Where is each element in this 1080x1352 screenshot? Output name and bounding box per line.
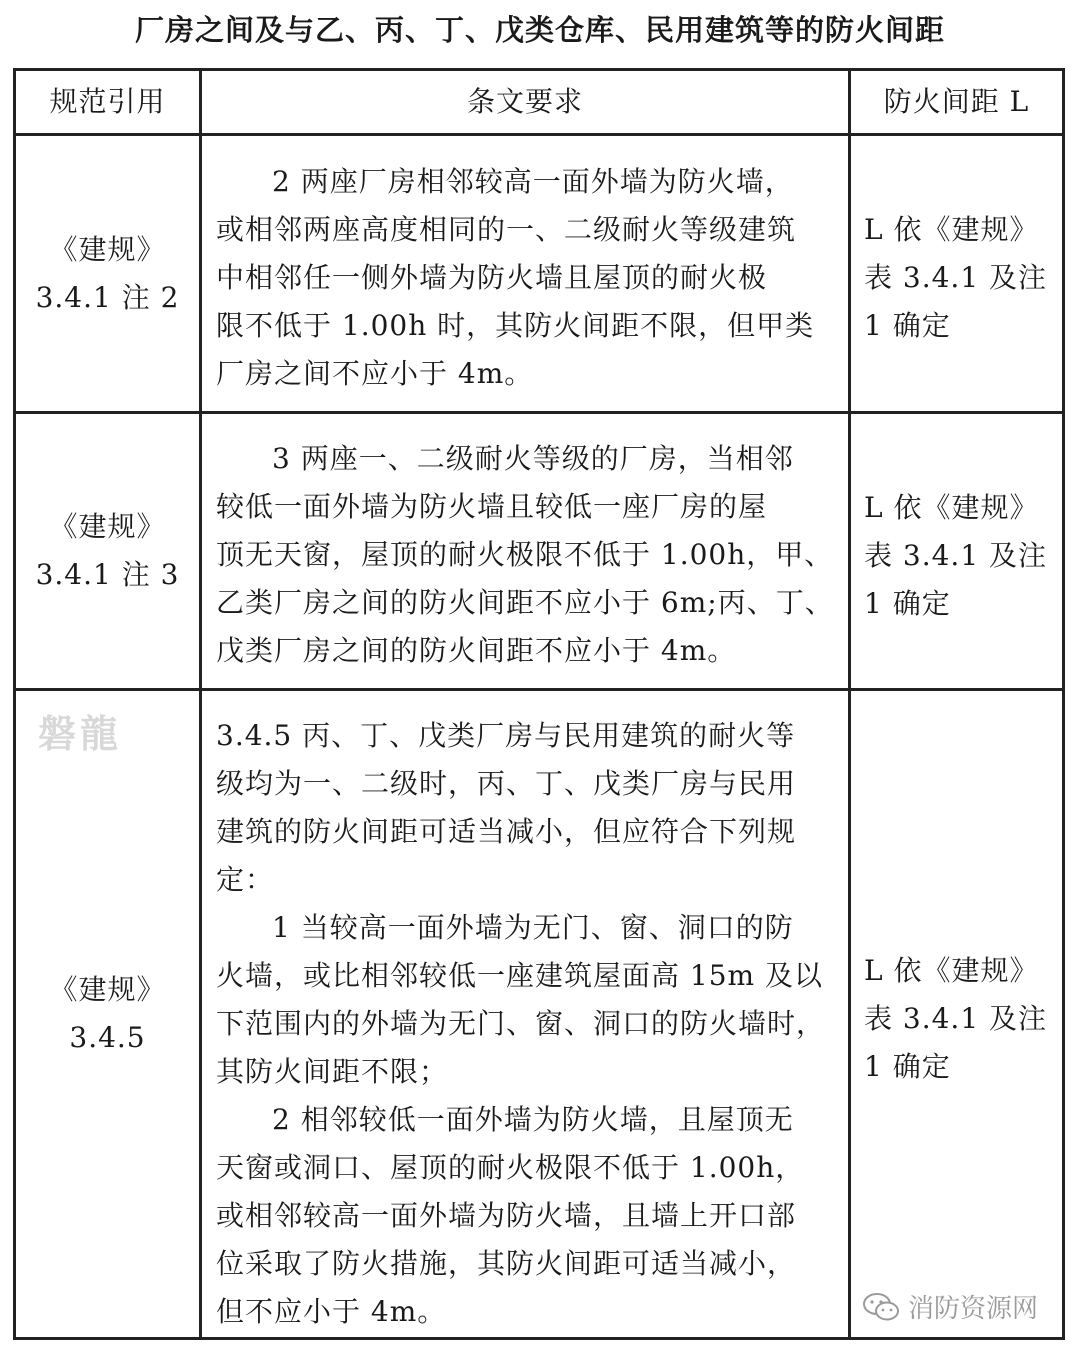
column-divider bbox=[199, 71, 202, 1337]
ref-line: 3.4.1 注 3 bbox=[35, 558, 180, 591]
row2-ref bbox=[16, 414, 199, 688]
ref-line: 《建规》 bbox=[49, 973, 166, 1006]
dist-line: L 依《建规》 bbox=[864, 491, 1039, 524]
req-line: 但不应小于 4m。 bbox=[216, 1295, 447, 1328]
req-line: 建筑的防火间距可适当减小，但应符合下列规 bbox=[216, 815, 797, 848]
req-line: 戊类厂房之间的防火间距不应小于 4m。 bbox=[216, 634, 737, 667]
req-line: 限不低于 1.00h 时，其防火间距不限，但甲类 bbox=[216, 309, 815, 342]
row2-req bbox=[216, 435, 846, 675]
dist-line: L 依《建规》 bbox=[864, 213, 1039, 246]
page-title: 厂房之间及与乙、丙、丁、戊类仓库、民用建筑等的防火间距 bbox=[134, 13, 945, 47]
req-line: 级均为一、二级时，丙、丁、戊类厂房与民用 bbox=[216, 767, 797, 800]
req-line: 其防火间距不限； bbox=[216, 1055, 449, 1088]
ref-line: 《建规》 bbox=[49, 510, 166, 543]
wechat-icon bbox=[862, 1292, 900, 1322]
watermark-top-left: 磐龍 bbox=[38, 711, 123, 756]
row3-req bbox=[216, 712, 846, 1336]
req-line: 火墙，或比相邻较低一座建筑屋面高 15m 及以 bbox=[216, 959, 823, 992]
req-line: 顶无天窗，屋顶的耐火极限不低于 1.00h，甲、 bbox=[216, 538, 834, 571]
dist-line: 1 确定 bbox=[864, 1050, 951, 1083]
watermark-bottom-right bbox=[862, 1288, 1038, 1325]
header-ref: 规范引用 bbox=[49, 85, 166, 118]
dist-line: 表 3.4.1 及注 bbox=[864, 539, 1048, 572]
row1-req bbox=[216, 158, 846, 398]
req-line: 1 当较高一面外墙为无门、窗、洞口的防 bbox=[272, 911, 794, 944]
req-line: 厂房之间不应小于 4m。 bbox=[216, 357, 534, 390]
req-line: 或相邻两座高度相同的一、二级耐火等级建筑 bbox=[216, 213, 797, 246]
req-line: 天窗或洞口、屋顶的耐火极限不低于 1.00h， bbox=[216, 1151, 805, 1184]
fire-distance-table bbox=[13, 68, 1065, 1340]
row1-dist bbox=[864, 206, 1064, 350]
row3-ref bbox=[16, 691, 199, 1337]
req-line: 较低一面外墙为防火墙且较低一座厂房的屋 bbox=[216, 490, 768, 523]
req-line: 乙类厂房之间的防火间距不应小于 6m;丙、丁、 bbox=[216, 586, 834, 619]
dist-line: 1 确定 bbox=[864, 309, 951, 342]
dist-line: L 依《建规》 bbox=[864, 954, 1039, 987]
row2-dist bbox=[864, 484, 1064, 628]
dist-line: 表 3.4.1 及注 bbox=[864, 261, 1048, 294]
header-req: 条文要求 bbox=[466, 85, 583, 118]
row3-dist bbox=[864, 947, 1064, 1091]
dist-line: 1 确定 bbox=[864, 587, 951, 620]
req-line: 或相邻较高一面外墙为防火墙，且墙上开口部 bbox=[216, 1199, 797, 1232]
ref-line: 3.4.1 注 2 bbox=[35, 280, 180, 314]
row1-ref bbox=[16, 136, 199, 411]
ref-line: 《建规》 bbox=[49, 232, 166, 266]
req-line: 中相邻任一侧外墙为防火墙且屋顶的耐火极 bbox=[216, 261, 768, 294]
req-line: 3.4.5 丙、丁、戊类厂房与民用建筑的耐火等 bbox=[216, 719, 796, 752]
column-divider bbox=[848, 71, 851, 1337]
header-dist: 防火间距 L bbox=[883, 85, 1030, 118]
req-line: 定： bbox=[216, 863, 275, 896]
req-line: 位采取了防火措施，其防火间距可适当减小， bbox=[216, 1247, 797, 1280]
ref-line: 3.4.5 bbox=[69, 1021, 146, 1054]
dist-line: 表 3.4.1 及注 bbox=[864, 1002, 1048, 1035]
req-line: 3 两座一、二级耐火等级的厂房，当相邻 bbox=[272, 442, 794, 475]
req-line: 2 两座厂房相邻较高一面外墙为防火墙， bbox=[272, 165, 794, 198]
watermark-text: 消防资源网 bbox=[908, 1294, 1039, 1324]
req-line: 下范围内的外墙为无门、窗、洞口的防火墙时， bbox=[216, 1007, 826, 1040]
req-line: 2 相邻较低一面外墙为防火墙，且屋顶无 bbox=[272, 1103, 794, 1136]
